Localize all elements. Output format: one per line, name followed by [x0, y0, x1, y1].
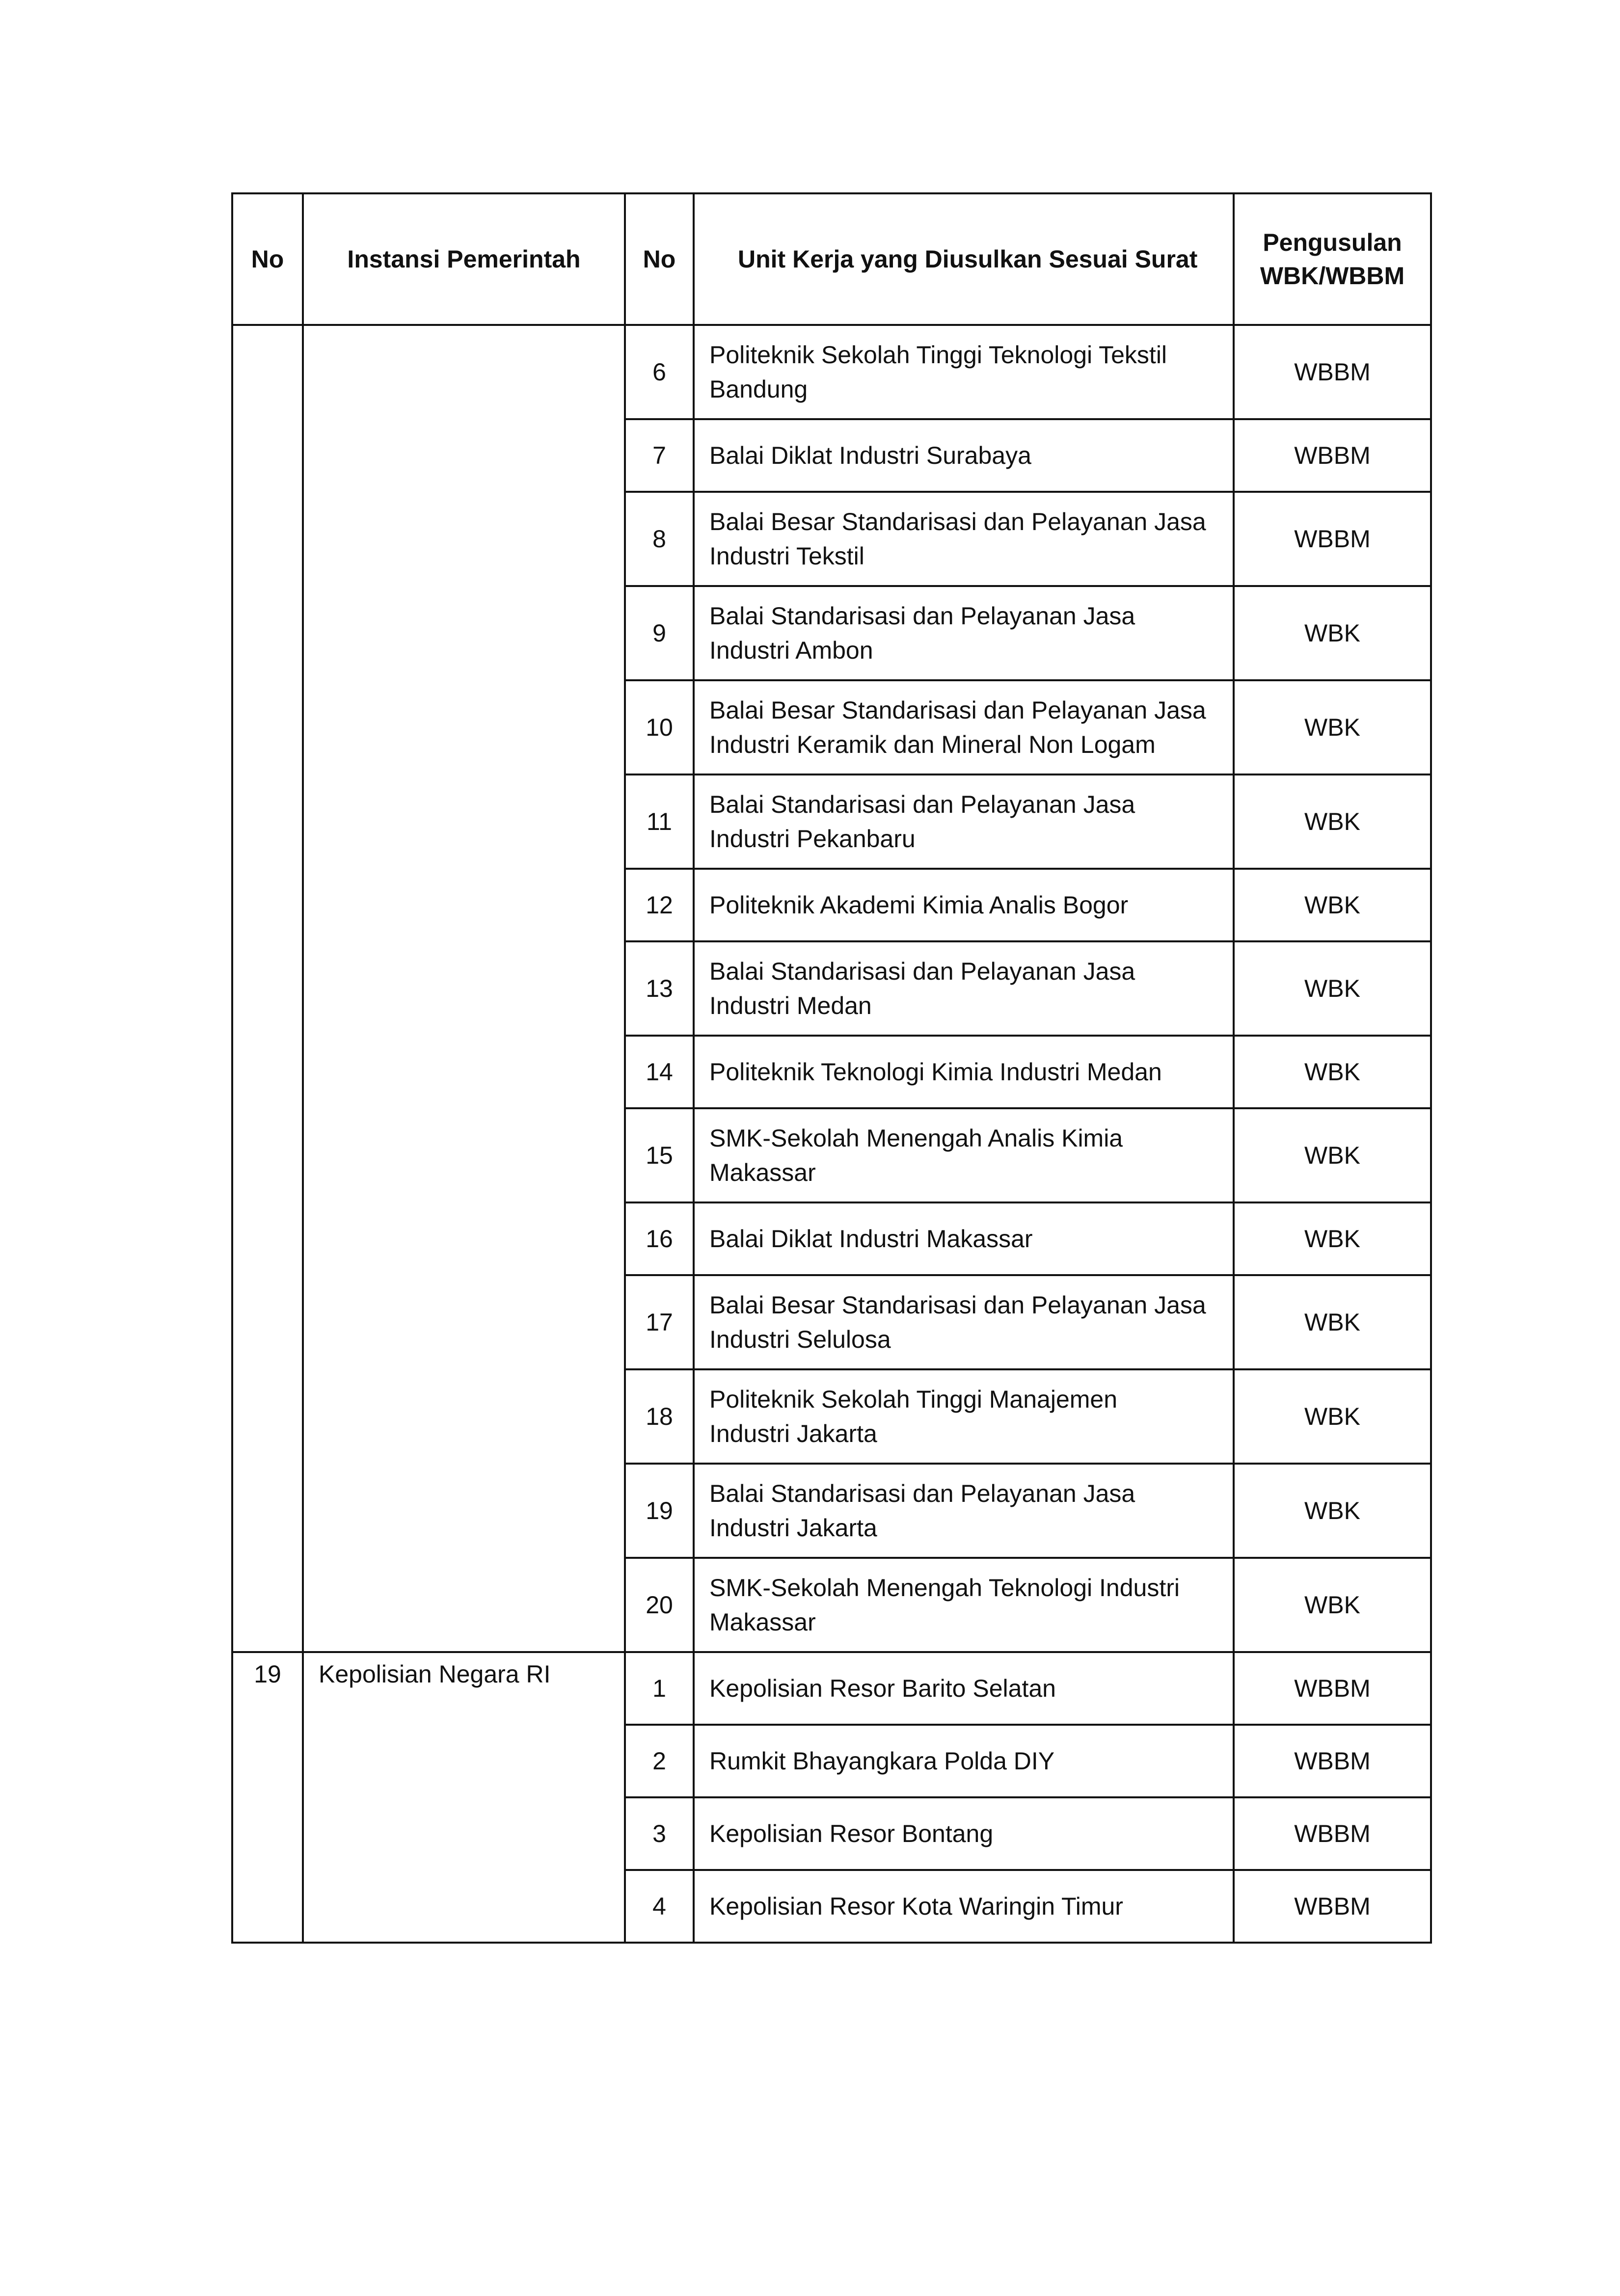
- unit-kerja-name: [694, 941, 1234, 1036]
- unit-kerja-line: Industri Ambon: [709, 637, 873, 664]
- pengusulan-value: WBBM: [1234, 325, 1431, 419]
- unit-number: 2: [625, 1725, 694, 1797]
- unit-kerja-name: [694, 680, 1234, 774]
- unit-kerja-line: Makassar: [709, 1159, 816, 1186]
- unit-kerja-name: [694, 1558, 1234, 1652]
- unit-kerja-line: Industri Pekanbaru: [709, 825, 916, 853]
- pengusulan-value: WBK: [1234, 1558, 1431, 1652]
- pengusulan-value: WBK: [1234, 1108, 1431, 1202]
- unit-kerja-name: [694, 1652, 1234, 1725]
- unit-kerja-name: [694, 325, 1234, 419]
- unit-number: 15: [625, 1108, 694, 1202]
- unit-kerja-name: [694, 586, 1234, 680]
- unit-kerja-name: [694, 1725, 1234, 1797]
- unit-kerja-line: Politeknik Sekolah Tinggi Teknologi Tekstil: [709, 341, 1167, 369]
- unit-number: 6: [625, 325, 694, 419]
- header-pengusulan-line1: Pengusulan: [1263, 229, 1402, 256]
- pengusulan-value: WBBM: [1234, 1652, 1431, 1725]
- pengusulan-value: WBK: [1234, 869, 1431, 941]
- unit-number: 14: [625, 1036, 694, 1108]
- header-no-unit: No: [625, 193, 694, 325]
- pengusulan-value: WBBM: [1234, 492, 1431, 586]
- unit-kerja-line: Kepolisian Resor Barito Selatan: [709, 1675, 1056, 1702]
- pengusulan-value: WBBM: [1234, 1725, 1431, 1797]
- unit-kerja-name: [694, 774, 1234, 869]
- unit-number: 13: [625, 941, 694, 1036]
- unit-kerja-line: Kepolisian Resor Kota Waringin Timur: [709, 1893, 1123, 1920]
- instansi-name: Kepolisian Negara RI: [303, 1652, 625, 1943]
- table-row: [232, 325, 1431, 419]
- unit-kerja-line: Balai Standarisasi dan Pelayanan Jasa: [709, 1480, 1135, 1507]
- unit-kerja-name: [694, 419, 1234, 492]
- unit-kerja-line: Industri Selulosa: [709, 1326, 891, 1353]
- unit-kerja-name: [694, 1464, 1234, 1558]
- unit-kerja-name: [694, 1797, 1234, 1870]
- unit-kerja-name: [694, 1108, 1234, 1202]
- table-body: [232, 325, 1431, 1943]
- table-row: [232, 1652, 1431, 1725]
- unit-kerja-line: Industri Jakarta: [709, 1514, 877, 1542]
- unit-kerja-line: Balai Standarisasi dan Pelayanan Jasa: [709, 958, 1135, 985]
- unit-number: 9: [625, 586, 694, 680]
- unit-kerja-name: [694, 1202, 1234, 1275]
- unit-kerja-line: Balai Besar Standarisasi dan Pelayanan Jasa: [709, 1291, 1206, 1319]
- pengusulan-value: WBK: [1234, 680, 1431, 774]
- unit-kerja-name: [694, 1870, 1234, 1943]
- header-row: [232, 193, 1431, 325]
- header-pengusulan-line2: WBK/WBBM: [1260, 262, 1405, 290]
- pengusulan-value: WBBM: [1234, 1870, 1431, 1943]
- unit-kerja-line: SMK-Sekolah Menengah Analis Kimia: [709, 1124, 1123, 1152]
- unit-number: 8: [625, 492, 694, 586]
- unit-number: 7: [625, 419, 694, 492]
- pengusulan-value: WBBM: [1234, 1797, 1431, 1870]
- instansi-name: [303, 325, 625, 1652]
- pengusulan-value: WBK: [1234, 1202, 1431, 1275]
- unit-number: 4: [625, 1870, 694, 1943]
- unit-kerja-line: Industri Medan: [709, 992, 872, 1019]
- pengusulan-value: WBK: [1234, 941, 1431, 1036]
- unit-kerja-name: [694, 1369, 1234, 1464]
- pengusulan-value: WBBM: [1234, 419, 1431, 492]
- unit-kerja-line: Kepolisian Resor Bontang: [709, 1820, 994, 1847]
- unit-number: 17: [625, 1275, 694, 1369]
- pengusulan-value: WBK: [1234, 1369, 1431, 1464]
- unit-kerja-line: Balai Diklat Industri Surabaya: [709, 442, 1031, 469]
- unit-kerja-name: [694, 1036, 1234, 1108]
- header-pengusulan: [1234, 193, 1431, 325]
- unit-kerja-line: Balai Diklat Industri Makassar: [709, 1225, 1033, 1253]
- header-instansi: Instansi Pemerintah: [303, 193, 625, 325]
- unit-number: 1: [625, 1652, 694, 1725]
- instansi-number: 19: [232, 1652, 303, 1943]
- unit-kerja-line: Politeknik Sekolah Tinggi Manajemen: [709, 1386, 1118, 1413]
- unit-kerja-line: Politeknik Akademi Kimia Analis Bogor: [709, 891, 1129, 919]
- unit-kerja-line: SMK-Sekolah Menengah Teknologi Industri: [709, 1574, 1180, 1602]
- header-unit-kerja: Unit Kerja yang Diusulkan Sesuai Surat: [694, 193, 1234, 325]
- unit-kerja-line: Politeknik Teknologi Kimia Industri Medan: [709, 1058, 1162, 1086]
- unit-kerja-name: [694, 869, 1234, 941]
- pengusulan-value: WBK: [1234, 1464, 1431, 1558]
- unit-number: 20: [625, 1558, 694, 1652]
- pengusulan-value: WBK: [1234, 1036, 1431, 1108]
- unit-number: 19: [625, 1464, 694, 1558]
- unit-number: 3: [625, 1797, 694, 1870]
- unit-number: 18: [625, 1369, 694, 1464]
- unit-kerja-line: Balai Standarisasi dan Pelayanan Jasa: [709, 791, 1135, 818]
- pengusulan-value: WBK: [1234, 586, 1431, 680]
- unit-number: 16: [625, 1202, 694, 1275]
- proposal-table: [231, 192, 1432, 1944]
- unit-kerja-line: Rumkit Bhayangkara Polda DIY: [709, 1747, 1055, 1775]
- unit-number: 12: [625, 869, 694, 941]
- unit-kerja-line: Industri Tekstil: [709, 542, 864, 570]
- pengusulan-value: WBK: [1234, 774, 1431, 869]
- unit-kerja-line: Balai Besar Standarisasi dan Pelayanan Jasa: [709, 696, 1206, 724]
- unit-kerja-line: Makassar: [709, 1608, 816, 1636]
- unit-number: 10: [625, 680, 694, 774]
- pengusulan-value: WBK: [1234, 1275, 1431, 1369]
- unit-kerja-name: [694, 492, 1234, 586]
- unit-kerja-line: Bandung: [709, 375, 808, 403]
- unit-number: 11: [625, 774, 694, 869]
- unit-kerja-line: Industri Keramik dan Mineral Non Logam: [709, 731, 1156, 758]
- unit-kerja-name: [694, 1275, 1234, 1369]
- unit-kerja-line: Balai Besar Standarisasi dan Pelayanan Jasa: [709, 508, 1206, 535]
- header-no: No: [232, 193, 303, 325]
- instansi-number: [232, 325, 303, 1652]
- unit-kerja-line: Industri Jakarta: [709, 1420, 877, 1447]
- unit-kerja-line: Balai Standarisasi dan Pelayanan Jasa: [709, 602, 1135, 630]
